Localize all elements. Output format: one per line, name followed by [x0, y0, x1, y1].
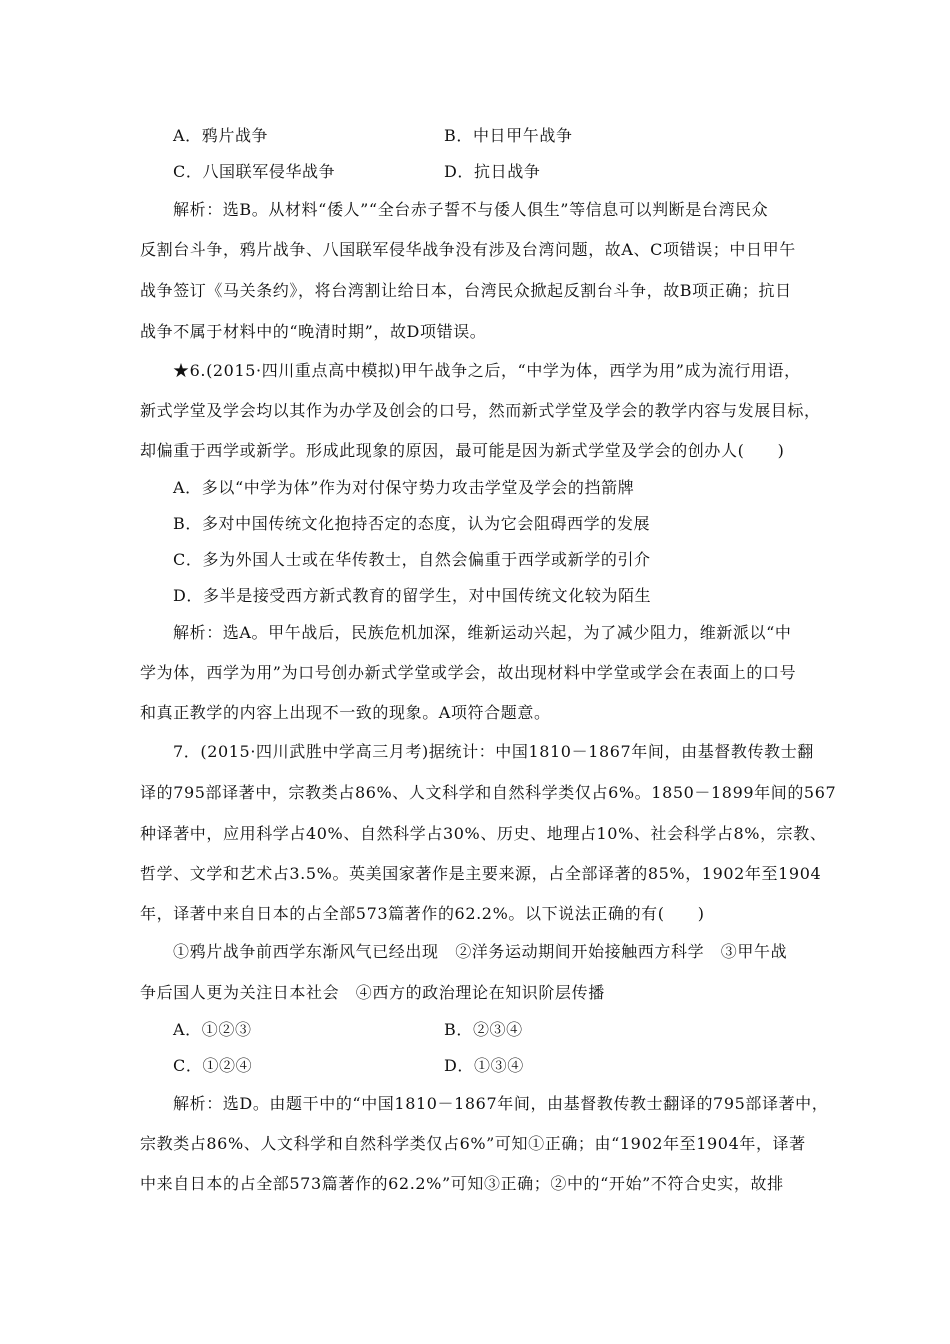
q5-option-a: A．鸦片战争 [173, 126, 269, 145]
q5-analysis-line: 解析：选B。从材料“倭人”“全台赤子誓不与倭人俱生”等信息可以判断是台湾民众 [173, 200, 769, 219]
q7-analysis-line: 中来自日本的占全部573篇著作的62.2%”可知③正确；②中的“开始”不符合史实，故排 [140, 1174, 784, 1193]
q7-statements-line: ①鸦片战争前西学东渐风气已经出现 ②洋务运动期间开始接触西方科学 ③甲午战 [173, 942, 788, 961]
q6-option-b: B．多对中国传统文化抱持否定的态度，认为它会阻碍西学的发展 [173, 514, 651, 533]
q6-stem-line: 新式学堂及学会均以其作为办学及创会的口号，然而新式学堂及学会的教学内容与发展目标， [140, 401, 821, 420]
q5-option-b: B．中日甲午战争 [444, 126, 573, 145]
q7-analysis-line: 解析：选D。由题干中的“中国1810－1867年间，由基督教传教士翻译的795部译著中， [173, 1094, 829, 1113]
q7-stem-line: 译的795部译著中，宗教类占86%、人文科学和自然科学类仅占6%。1850－1899年间的567 [140, 783, 837, 802]
q7-statements-line: 争后国人更为关注日本社会 ④西方的政治理论在知识阶层传播 [140, 983, 605, 1002]
q6-analysis-line: 和真正教学的内容上出现不一致的现象。A项符合题意。 [140, 703, 551, 722]
q6-option-c: C．多为外国人士或在华传教士，自然会偏重于西学或新学的引介 [173, 550, 651, 569]
q7-option-a: A．①②③ [173, 1020, 252, 1039]
q7-stem-line: 种译著中，应用科学占40%、自然科学占30%、历史、地理占10%、社会科学占8%，宗教、 [140, 824, 827, 843]
q7-option-b: B．②③④ [444, 1020, 523, 1039]
q7-option-c: C．①②④ [173, 1056, 253, 1075]
q6-option-d: D．多半是接受西方新式教育的留学生，对中国传统文化较为陌生 [173, 586, 652, 605]
q5-option-c: C．八国联军侵华战争 [173, 162, 336, 181]
q5-analysis-line: 战争签订《马关条约》，将台湾割让给日本，台湾民众掀起反割台斗争，故B项正确；抗日 [140, 281, 792, 300]
q6-stem-line: 却偏重于西学或新学。形成此现象的原因，最可能是因为新式学堂及学会的创办人( ) [140, 441, 785, 460]
q7-option-d: D．①③④ [444, 1056, 524, 1075]
q7-stem-line: 年，译著中来自日本的占全部573篇著作的62.2%。以下说法正确的有( ) [140, 904, 705, 923]
q5-analysis-line: 反割台斗争，鸦片战争、八国联军侵华战争没有涉及台湾问题，故A、C项错误；中日甲午 [140, 240, 796, 259]
q7-stem-line: 哲学、文学和艺术占3.5%。英美国家著作是主要来源，占全部译著的85%，1902年至1904 [140, 864, 822, 883]
q7-analysis-line: 宗教类占86%、人文科学和自然科学类仅占6%”可知①正确；由“1902年至1904年，译著 [140, 1134, 806, 1153]
q6-analysis-line: 解析：选A。甲午战后，民族危机加深，维新运动兴起，为了减少阻力，维新派以“中 [173, 623, 792, 642]
q7-stem-line: 7．(2015·四川武胜中学高三月考)据统计：中国1810－1867年间，由基督教传教士翻 [173, 742, 814, 761]
q6-option-a: A．多以“中学为体”作为对付保守势力攻击学堂及学会的挡箭牌 [173, 478, 635, 497]
q5-option-d: D．抗日战争 [444, 162, 541, 181]
q6-stem-line: ★6.(2015·四川重点高中模拟)甲午战争之后，“中学为体，西学为用”成为流行用语， [173, 361, 801, 380]
q5-analysis-line: 战争不属于材料中的“晚清时期”，故D项错误。 [140, 322, 487, 341]
q6-analysis-line: 学为体，西学为用”为口号创办新式学堂或学会，故出现材料中学堂或学会在表面上的口号 [140, 663, 797, 682]
